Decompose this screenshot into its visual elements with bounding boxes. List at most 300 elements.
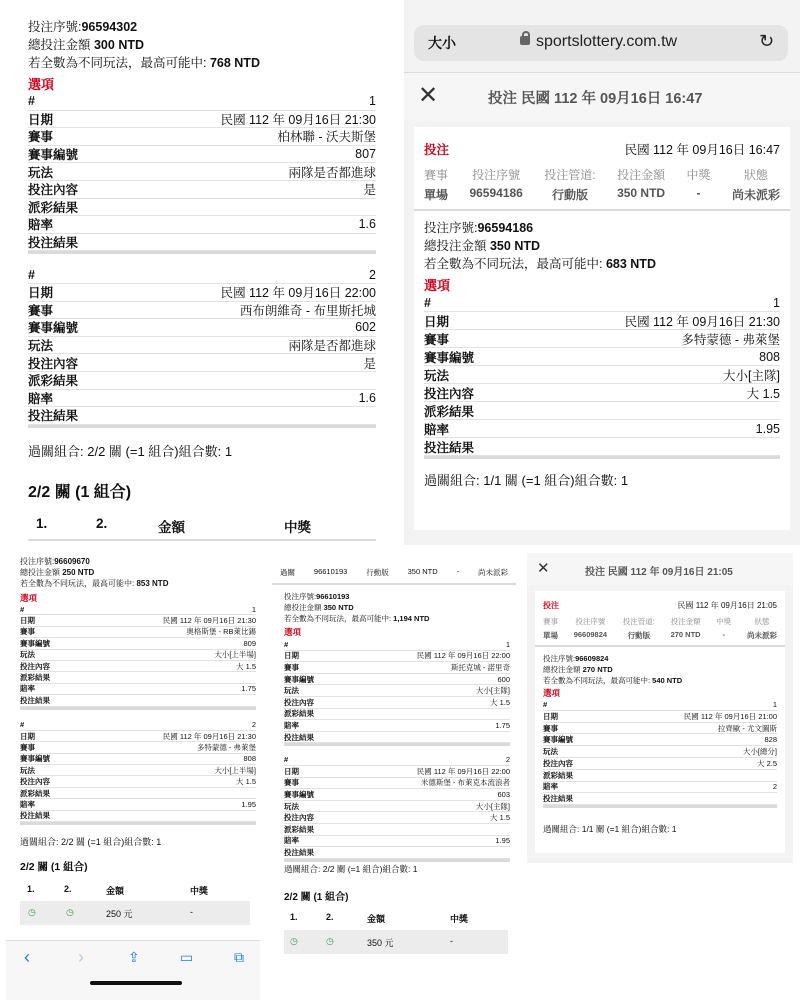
detail-value: 奧格斯堡 - RB萊比錫	[186, 627, 256, 637]
detail-value: 民國 112 年 09月16日 22:00	[416, 766, 510, 776]
detail-row	[20, 638, 256, 649]
slip-panel-4	[272, 555, 516, 987]
detail-row	[424, 294, 780, 312]
summary-header: 投注序號	[472, 168, 521, 182]
detail-row	[28, 146, 376, 164]
bet-label: 投注	[543, 601, 559, 610]
divider	[272, 583, 516, 585]
col-prize: 中獎	[190, 886, 209, 896]
combo-text: 過關組合: 1/1 關 (=1 組合)組合數: 1	[543, 824, 677, 834]
amount-value: 350 NTD	[323, 603, 354, 612]
detail-value: 2	[369, 267, 376, 282]
slip-panel-3	[6, 550, 260, 1000]
detail-value: 1	[505, 639, 510, 649]
detail-key: 派彩結果	[28, 200, 79, 215]
detail-row	[28, 93, 376, 111]
summary-value: 單場	[424, 188, 449, 202]
detail-row	[543, 758, 777, 770]
summary-col	[543, 616, 558, 641]
detail-value: 1.6	[358, 217, 376, 232]
summary-value: 行動版	[551, 188, 588, 202]
book-icon[interactable]: ▭	[180, 949, 194, 965]
detail-key: 賠率	[284, 836, 299, 846]
summary-col	[687, 166, 711, 203]
detail-row	[20, 661, 256, 672]
detail-value: 1	[773, 295, 780, 310]
detail-value: 大 2.5	[756, 758, 777, 768]
detail-row	[284, 754, 510, 766]
detail-row	[284, 662, 510, 674]
detail-row	[20, 650, 256, 661]
serial-label: 投注序號:	[543, 654, 576, 663]
detail-value: 大 1.5	[235, 661, 256, 671]
detail-row	[28, 216, 376, 234]
detail-value: 1.95	[495, 836, 510, 846]
col-prize: 中獎	[450, 914, 469, 924]
clock-icon: ◷	[28, 907, 36, 917]
modal-header	[404, 73, 800, 120]
detail-row	[284, 789, 510, 801]
detail-row	[284, 824, 510, 836]
summary-cell: 96610193	[313, 567, 348, 576]
detail-value: 民國 112 年 09月16日 22:00	[416, 651, 510, 661]
detail-value: 809	[243, 638, 256, 648]
detail-key: #	[284, 639, 289, 649]
detail-value: 拉齊歐 - 尤文圖斯	[717, 723, 777, 733]
detail-value: 大 1.5	[489, 813, 510, 823]
detail-row	[20, 604, 256, 615]
leg-divider	[28, 251, 376, 254]
divider	[28, 539, 376, 541]
detail-value: 大小[上半場]	[214, 650, 256, 660]
detail-key: 賽事編號	[28, 321, 79, 336]
detail-key: 玩法	[284, 686, 299, 696]
summary-header: 投注管道:	[544, 168, 596, 182]
summary-header: 投注金額	[670, 617, 701, 626]
detail-row	[543, 699, 777, 711]
clock-icon: ◷	[326, 936, 334, 946]
summary-value: -	[722, 630, 726, 639]
detail-key: 投注結果	[20, 695, 50, 705]
divider	[414, 209, 790, 211]
serial-label: 投注序號:	[284, 592, 317, 601]
detail-key: #	[28, 94, 35, 109]
detail-key: 賽事編號	[28, 148, 79, 163]
detail-row	[543, 782, 777, 794]
col-1: 1.	[36, 516, 48, 531]
detail-key: 日期	[20, 616, 35, 626]
detail-key: 賽事	[20, 743, 35, 752]
summary-value: -	[696, 186, 701, 200]
detail-key: #	[424, 295, 431, 310]
leg-2	[20, 720, 256, 826]
serial-number: 96610193	[316, 592, 350, 601]
leg-divider	[20, 707, 256, 710]
chevron-right-icon[interactable]: ›	[78, 947, 84, 967]
detail-value: 大小[總分]	[742, 747, 777, 757]
detail-key: 賠率	[20, 684, 35, 694]
modal-header	[527, 553, 793, 585]
slip-panel-5	[527, 553, 793, 863]
summary-col	[617, 166, 665, 203]
slip-panel-2	[404, 0, 800, 545]
detail-row	[20, 627, 256, 638]
detail-key: 日期	[284, 766, 299, 776]
bet-info	[28, 18, 260, 72]
url-text: sportslottery.com.tw	[536, 33, 678, 50]
detail-value: 多特蒙德 - 弗萊堡	[196, 743, 256, 752]
detail-key: 玩法	[20, 650, 35, 660]
detail-key: 日期	[424, 314, 450, 329]
detail-row	[543, 746, 777, 758]
detail-key: 玩法	[28, 165, 54, 180]
address-bar[interactable]	[414, 25, 788, 61]
detail-row	[284, 836, 510, 848]
detail-value: 大小[主隊]	[475, 686, 510, 696]
detail-value: 大 1.5	[489, 697, 510, 707]
amount-label: 總投注金額	[28, 38, 94, 52]
detail-value: 大 1.5	[235, 777, 256, 787]
detail-value: 民國 112 年 09月16日 22:00	[220, 286, 376, 301]
amount-value: 300 NTD	[93, 38, 145, 52]
summary-value: 尚未派彩	[747, 631, 777, 640]
prize-cell: -	[450, 936, 453, 946]
detail-key: 投注內容	[543, 758, 573, 768]
detail-key: 投注內容	[20, 777, 50, 787]
detail-key: 投注結果	[28, 409, 79, 424]
legs	[28, 93, 376, 440]
options-title: 選項	[424, 278, 451, 293]
detail-key: 賽事	[424, 332, 450, 347]
leg-1	[20, 604, 256, 710]
clock-icon: ◷	[66, 907, 74, 917]
detail-row	[284, 709, 510, 721]
summary-col	[747, 616, 777, 641]
serial-number: 96594186	[477, 221, 534, 235]
bet-date: 民國 112 年 09月16日 21:05	[677, 601, 777, 610]
lock-shackle	[522, 31, 530, 38]
leg-divider	[28, 425, 376, 428]
summary-cell: 行動版	[366, 568, 389, 577]
serial-number: 96609670	[54, 557, 90, 566]
detail-key: 賽事編號	[424, 350, 475, 365]
detail-row	[284, 674, 510, 686]
detail-key: 賽事	[28, 130, 54, 145]
detail-value: 1.75	[241, 684, 256, 694]
detail-row	[284, 732, 510, 744]
detail-key: 投注結果	[543, 794, 573, 804]
browser-bar	[404, 0, 800, 73]
detail-key: 賽事編號	[284, 789, 314, 799]
detail-value: 柏林聯 - 沃夫斯堡	[277, 130, 376, 145]
summary-col	[623, 616, 655, 641]
summary-header: 中獎	[716, 617, 732, 626]
detail-value: 民國 112 年 09月16日 21:00	[683, 711, 777, 721]
max-label: 若全數為不同玩法，最高可能中:	[28, 56, 210, 70]
detail-key: 賽事	[20, 627, 35, 637]
bet-info	[284, 591, 429, 624]
text-size-button[interactable]: 大小	[428, 35, 456, 51]
detail-key: 賽事編號	[543, 735, 573, 745]
serial-number: 96594302	[81, 20, 138, 34]
close-icon[interactable]: ✕	[418, 82, 439, 109]
detail-value: 602	[355, 320, 376, 335]
leg-divider	[543, 805, 777, 808]
detail-key: 派彩結果	[284, 824, 314, 834]
detail-row	[20, 754, 256, 765]
options-title: 選項	[543, 688, 561, 698]
bet-info	[543, 653, 682, 686]
summary-col	[424, 166, 448, 203]
detail-value: 兩隊是否都進球	[288, 339, 376, 354]
detail-key: 玩法	[284, 801, 299, 811]
summary-table	[424, 166, 780, 203]
leg	[424, 294, 780, 459]
leg-divider	[424, 456, 780, 459]
summary-cell: 過關	[280, 568, 295, 577]
detail-row	[28, 354, 376, 372]
detail-row	[20, 720, 256, 731]
col-2: 2.	[96, 516, 108, 531]
detail-key: 派彩結果	[543, 770, 573, 780]
detail-row	[284, 685, 510, 697]
detail-key: 日期	[20, 731, 35, 741]
detail-row	[284, 801, 510, 813]
col-2: 2.	[64, 884, 72, 894]
detail-row	[424, 402, 780, 420]
detail-value: 民國 112 年 09月16日 21:30	[162, 731, 256, 741]
detail-key: 派彩結果	[284, 709, 314, 719]
detail-row	[284, 847, 510, 859]
col-2: 2.	[326, 912, 334, 922]
serial-label: 投注序號:	[28, 20, 82, 34]
summary-col	[544, 166, 595, 203]
detail-value: 民國 112 年 09月16日 21:30	[624, 314, 780, 329]
detail-value: 2	[505, 755, 510, 765]
summary-header: 投注管道:	[622, 617, 655, 626]
detail-key: 日期	[543, 711, 558, 721]
detail-key: 投注內容	[424, 386, 475, 401]
combo-text: 過關組合: 2/2 關 (=1 組合)組合數: 1	[20, 837, 162, 847]
legs	[284, 639, 510, 870]
summary-header: 賽事	[424, 168, 449, 182]
detail-key: 投注結果	[424, 440, 475, 455]
close-icon[interactable]: ✕	[537, 560, 550, 577]
detail-row	[543, 770, 777, 782]
summary-value: 行動版	[627, 631, 651, 640]
detail-value: 斯托克城 - 諾里奇	[450, 662, 510, 672]
bet-card	[535, 591, 785, 853]
detail-key: #	[284, 755, 289, 765]
detail-key: 賠率	[284, 720, 299, 730]
detail-row	[424, 438, 780, 456]
detail-row	[543, 793, 777, 805]
amount-label: 總投注金額	[543, 665, 583, 674]
detail-key: 日期	[28, 112, 54, 127]
leg-2	[284, 754, 510, 861]
detail-value: 是	[363, 183, 376, 198]
summary-header: 狀態	[743, 168, 768, 182]
summary-table	[543, 616, 777, 641]
modal-title: 投注 民國 112 年 09月16日 16:47	[488, 91, 703, 107]
detail-value: 808	[243, 754, 256, 764]
detail-row	[20, 799, 256, 810]
max-value: 540 NTD	[652, 676, 683, 685]
detail-value: 2	[772, 782, 777, 792]
summary-cell: -	[456, 567, 460, 576]
detail-row	[424, 330, 780, 348]
serial-number: 96609824	[575, 654, 609, 663]
detail-key: 投注結果	[20, 811, 50, 821]
detail-value: 1	[369, 94, 376, 109]
detail-key: 賽事編號	[20, 638, 50, 648]
detail-row	[20, 684, 256, 695]
detail-value: 大 1.5	[746, 386, 780, 401]
detail-value: 2	[251, 720, 256, 730]
detail-value: 808	[759, 349, 780, 364]
detail-row	[20, 811, 256, 822]
detail-row	[20, 776, 256, 787]
max-value: 1,194 NTD	[393, 614, 430, 623]
detail-key: 派彩結果	[28, 374, 79, 389]
detail-key: 玩法	[28, 339, 54, 354]
leg	[543, 699, 777, 808]
detail-key: 派彩結果	[20, 673, 50, 683]
combo-text: 過關組合: 2/2 關 (=1 組合)組合數: 1	[28, 444, 233, 459]
summary-header: 投注金額	[617, 168, 666, 182]
summary-cell: 350 NTD	[407, 567, 438, 576]
detail-key: 派彩結果	[424, 404, 475, 419]
detail-row	[20, 731, 256, 742]
leg-divider	[284, 859, 510, 862]
chevron-left-icon[interactable]: ‹	[24, 947, 30, 967]
detail-row	[28, 337, 376, 355]
detail-value: 大小[上半場]	[214, 765, 256, 775]
col-1: 1.	[27, 884, 35, 894]
detail-key: #	[543, 699, 548, 709]
max-label: 若全數為不同玩法，最高可能中:	[424, 257, 606, 271]
detail-key: 賽事	[284, 662, 299, 672]
detail-key: 投注內容	[28, 183, 79, 198]
detail-row	[284, 697, 510, 709]
max-label: 若全數為不同玩法，最高可能中:	[284, 614, 394, 623]
detail-row	[20, 615, 256, 626]
detail-value: 民國 112 年 09月16日 21:30	[162, 616, 256, 626]
leg-2	[28, 266, 376, 427]
bet-date: 民國 112 年 09月16日 16:47	[624, 143, 780, 157]
amount-cell: 350 元	[367, 938, 394, 948]
detail-row	[20, 765, 256, 776]
serial-label: 投注序號:	[20, 557, 55, 566]
bet-card	[414, 127, 790, 530]
detail-key: 賠率	[424, 422, 450, 437]
detail-value: 1.75	[495, 720, 510, 730]
options-title: 選項	[20, 593, 38, 603]
detail-value: 807	[355, 147, 376, 162]
detail-row	[20, 742, 256, 753]
summary-col	[732, 166, 780, 203]
serial-label: 投注序號:	[424, 221, 478, 235]
summary-cell: 尚未派彩	[478, 568, 508, 577]
reload-icon[interactable]: ↻	[759, 31, 775, 51]
detail-row	[424, 384, 780, 402]
detail-row	[543, 723, 777, 735]
max-value: 768 NTD	[209, 56, 260, 70]
detail-value: 大小[主隊]	[723, 368, 780, 383]
detail-row	[28, 284, 376, 302]
detail-row	[424, 312, 780, 330]
detail-row	[20, 672, 256, 683]
max-value: 683 NTD	[605, 257, 656, 271]
options-title: 選項	[284, 627, 302, 637]
detail-key: 賽事編號	[20, 754, 50, 764]
detail-row	[28, 390, 376, 408]
result-row	[20, 901, 250, 925]
detail-value: 西布朗維奇 - 布里斯托城	[239, 303, 376, 318]
tabs-icon[interactable]: ⧉	[234, 949, 244, 965]
detail-key: 賽事	[543, 723, 558, 733]
detail-key: 投注內容	[20, 661, 50, 671]
detail-value: 民國 112 年 09月16日 21:30	[220, 112, 376, 127]
detail-row	[28, 181, 376, 199]
detail-row	[28, 319, 376, 337]
summary-value: 270 NTD	[670, 630, 701, 639]
detail-value: 828	[764, 735, 777, 745]
clock-icon: ◷	[290, 936, 298, 946]
summary-header: 中獎	[686, 168, 711, 182]
detail-row	[284, 766, 510, 778]
detail-key: 賽事編號	[284, 674, 314, 684]
detail-row	[284, 812, 510, 824]
detail-value: 1	[251, 604, 256, 614]
slip-panel-1	[12, 0, 392, 545]
leg-divider	[284, 743, 510, 746]
amount-cell: 250 元	[106, 909, 133, 919]
combo-title: 2/2 關 (1 組合)	[20, 861, 88, 873]
max-value: 853 NTD	[136, 579, 169, 588]
detail-key: #	[20, 720, 25, 730]
detail-key: 賽事	[284, 778, 299, 788]
summary-value: 96609824	[573, 630, 608, 639]
summary-header: 投注序號	[575, 617, 606, 626]
detail-key: 派彩結果	[20, 788, 50, 798]
col-amount: 金額	[106, 886, 125, 896]
detail-row	[28, 302, 376, 320]
combo-title: 2/2 關 (1 組合)	[284, 892, 349, 903]
detail-key: 賠率	[543, 782, 558, 792]
divider	[535, 645, 785, 647]
detail-row	[284, 639, 510, 651]
detail-row	[28, 266, 376, 284]
summary-row	[280, 567, 508, 578]
home-indicator	[90, 981, 182, 985]
detail-row	[28, 234, 376, 252]
leg-1	[284, 639, 510, 746]
col-prize: 中獎	[284, 520, 311, 535]
detail-key: #	[28, 267, 35, 282]
detail-key: 玩法	[424, 368, 450, 383]
detail-row	[284, 720, 510, 732]
combo-title: 2/2 關 (1 組合)	[28, 484, 132, 501]
share-icon[interactable]: ⇪	[128, 949, 140, 965]
summary-col	[716, 616, 731, 641]
detail-value: 1	[772, 699, 777, 709]
amount-label: 總投注金額	[20, 568, 63, 577]
detail-row	[20, 695, 256, 706]
detail-row	[28, 111, 376, 129]
detail-key: 日期	[28, 286, 54, 301]
detail-row	[28, 407, 376, 425]
